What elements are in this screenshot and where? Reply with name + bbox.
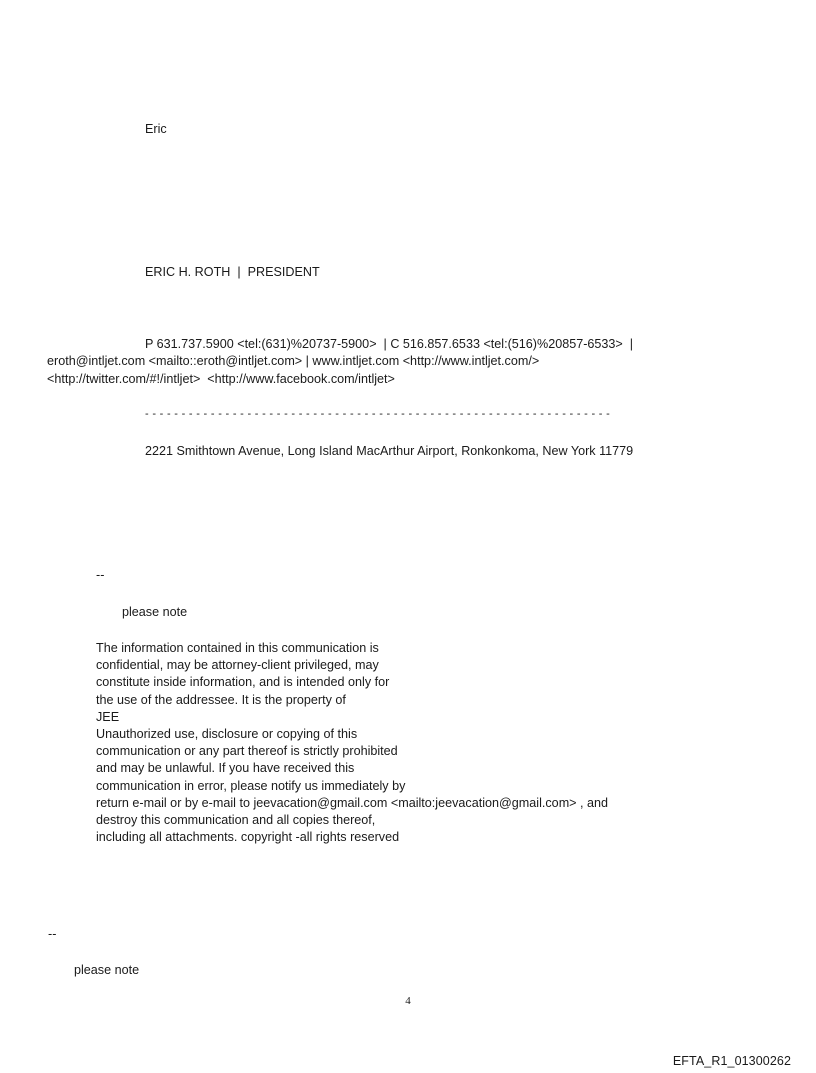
disclaimer-line: destroy this communication and all copies thereof, (96, 813, 376, 828)
footer-please-note: please note (122, 605, 188, 619)
confidentiality-disclaimer (96, 640, 608, 846)
disclaimer-line: the use of the addressee. It is the property of (96, 692, 346, 707)
disclaimer-line: and may be unlawful. If you have received this (96, 761, 355, 776)
document-id: EFTA_R1_01300262 (672, 1054, 791, 1068)
disclaimer-line: The information contained in this communication is (96, 641, 379, 655)
disclaimer-line: return e-mail or by e-mail to jeevacation@gmail.com <mailto:jeevacation@gmail.com> , and (96, 795, 609, 810)
footer-please-note-second: please note (74, 963, 140, 977)
signature-title: ERIC H. ROTH | PRESIDENT (145, 265, 320, 279)
disclaimer-line: confidential, may be attorney-client privileged, may (96, 658, 379, 673)
disclaimer-line: communication or any part thereof is strictly prohibited (96, 744, 398, 759)
signature-separator: - - - - - - - - - - - - - - - - - - - - - - - - - - - - - - - - - - - - - - - - - - - - - - - - - - - - - - - - - - - - - - - - (145, 408, 611, 420)
signature-name: Eric (145, 122, 167, 136)
disclaimer-line: including all attachments. copyright -all rights reserved (96, 830, 400, 845)
signature-address: 2221 Smithtown Avenue, Long Island MacArthur Airport, Ronkonkoma, New York 11779 (145, 444, 634, 458)
contact-line-web: eroth@intljet.com <mailto::eroth@intljet.com> | www.intljet.com <http://www.intljet.com/> (47, 354, 540, 368)
footer-dashes: -- (96, 568, 105, 582)
disclaimer-line: communication in error, please notify us immediately by (96, 778, 406, 793)
disclaimer-line: Unauthorized use, disclosure or copying of this (96, 727, 358, 742)
page-number: 4 (405, 995, 411, 1007)
disclaimer-line: constitute inside information, and is intended only for (96, 675, 390, 690)
contact-line-social: <http://twitter.com/#!/intljet> <http://www.facebook.com/intljet> (47, 372, 395, 386)
footer-dashes-second: -- (48, 927, 57, 941)
contact-line-phone: P 631.737.5900 <tel:(631)%20737-5900> | C 516.857.6533 <tel:(516)%20857-6533> | (145, 337, 634, 351)
disclaimer-line: JEE (96, 709, 120, 724)
